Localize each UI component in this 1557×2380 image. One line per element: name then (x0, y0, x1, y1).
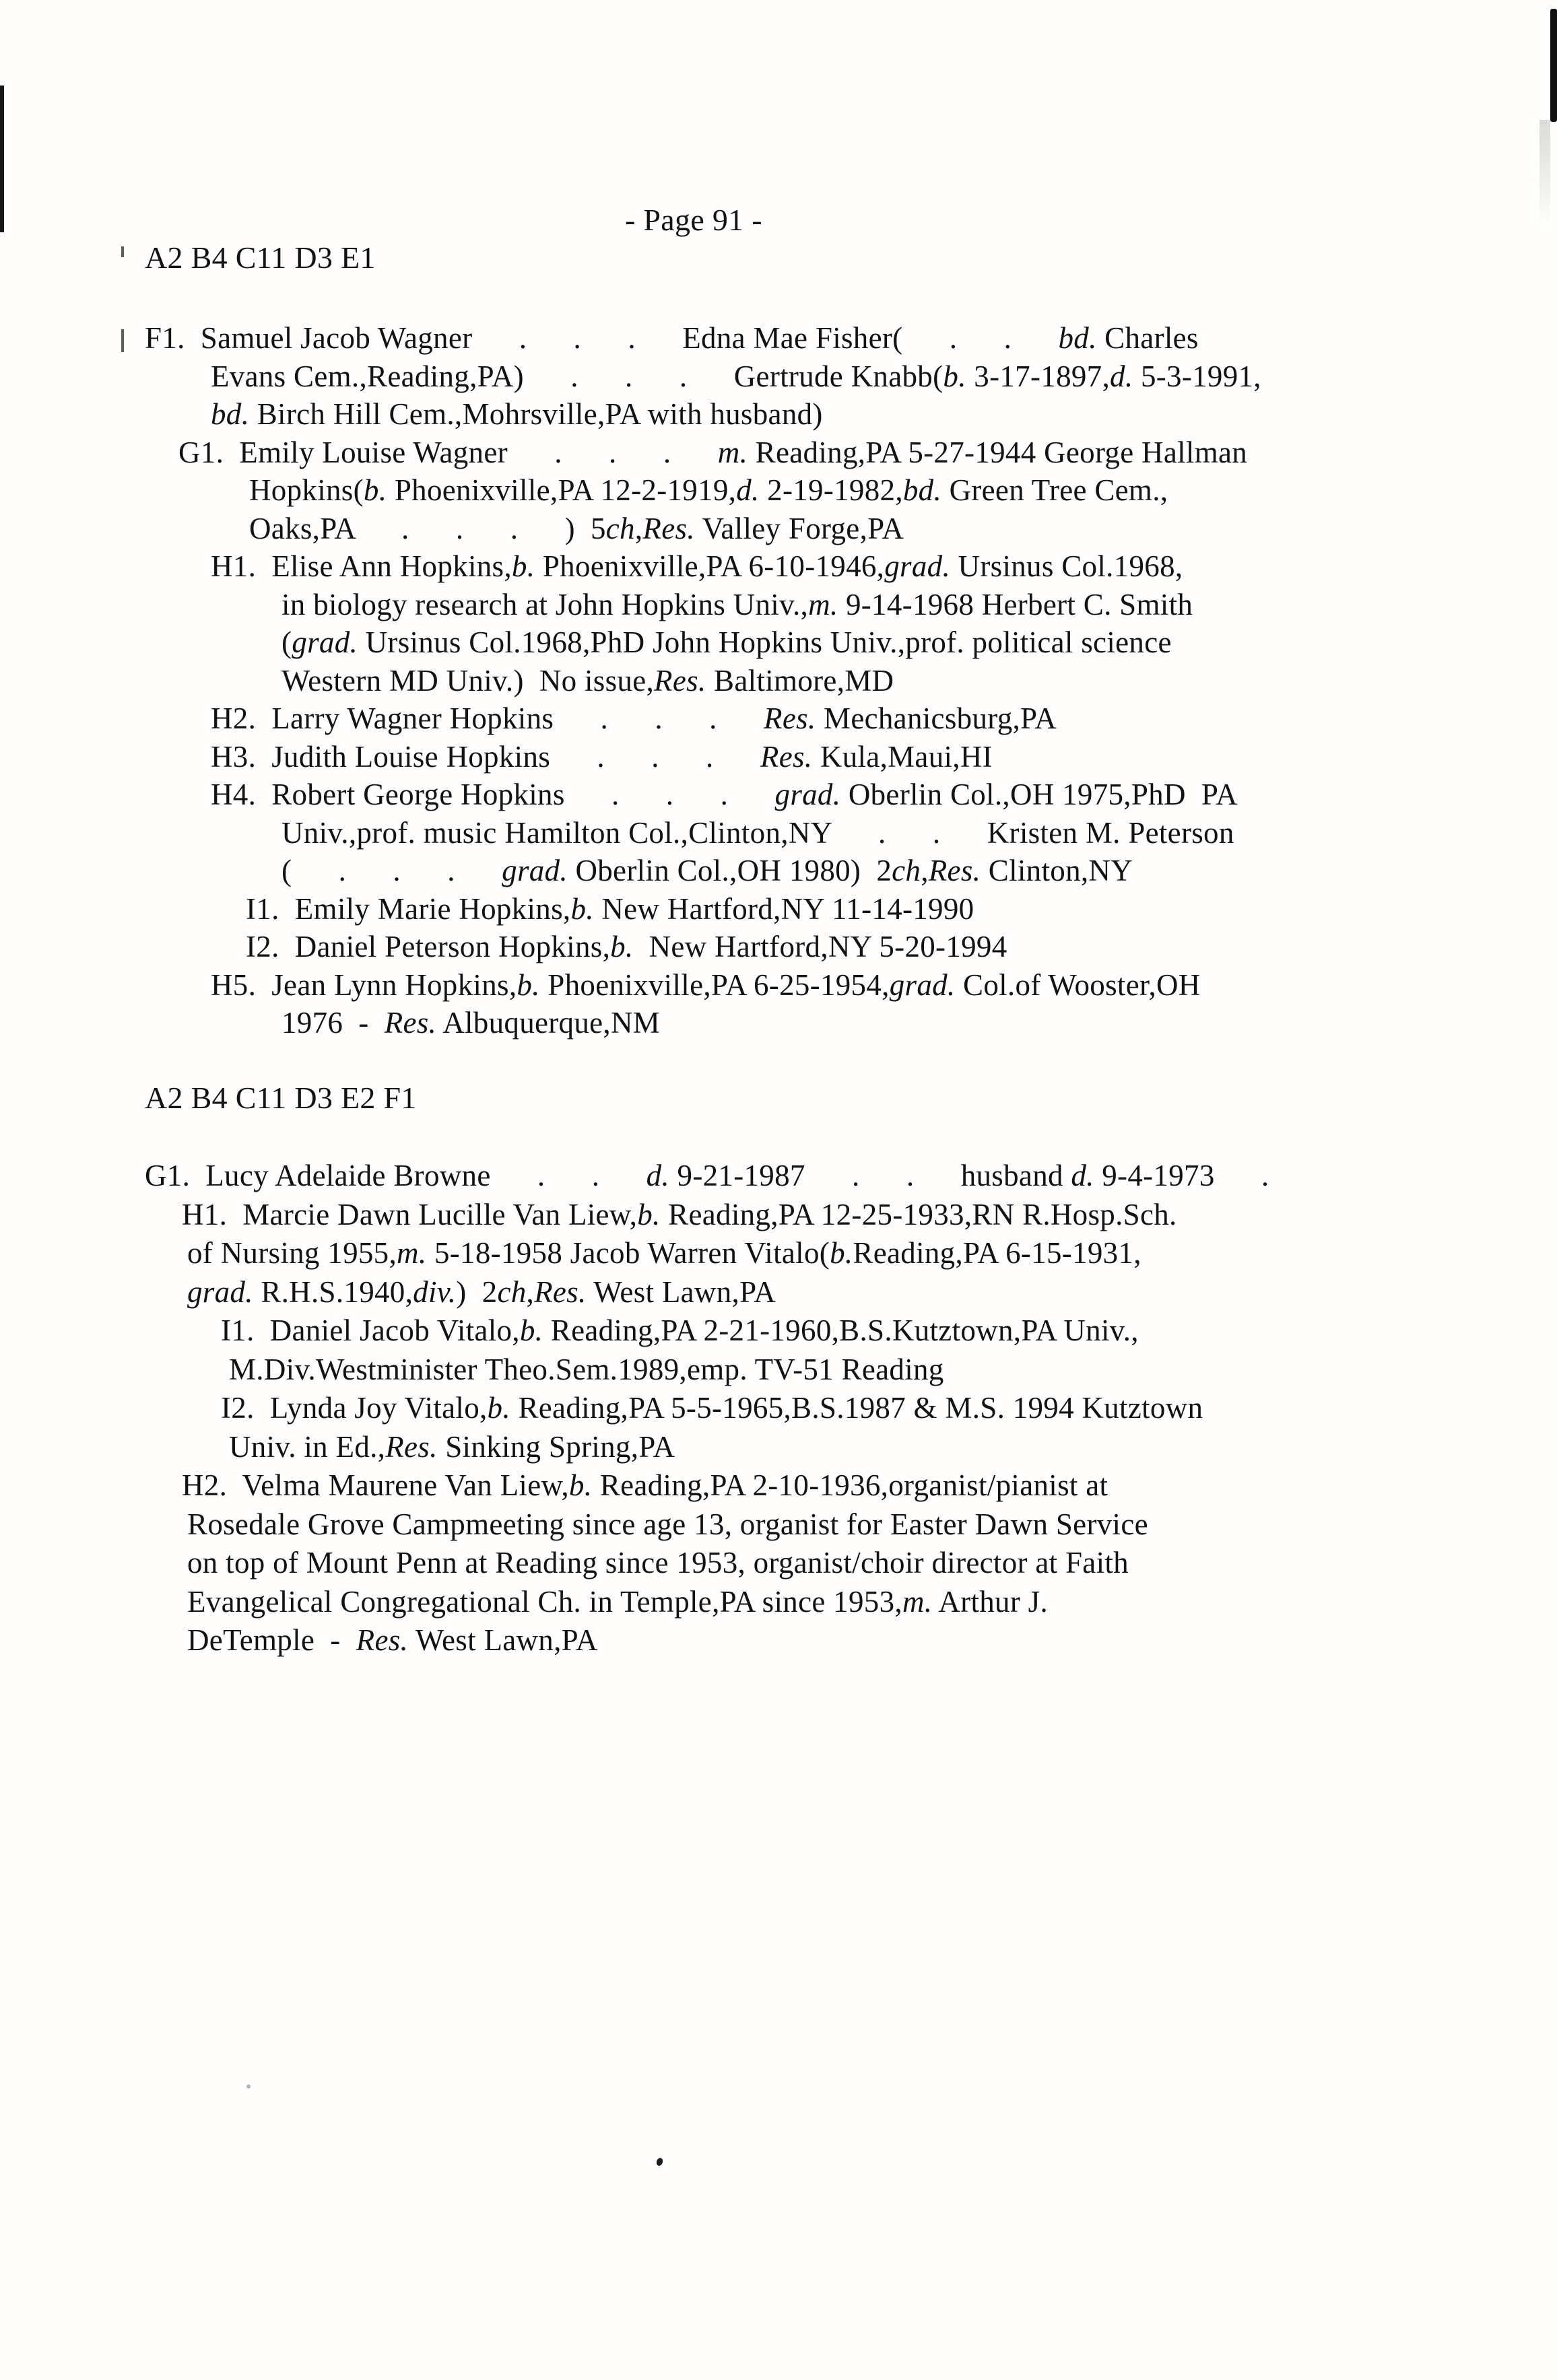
record-line: I2. Lynda Joy Vitalo,b. Reading,PA 5-5-1965,B.S.1987 & M.S. 1994 Kutztown (221, 1391, 1203, 1425)
record-line: Hopkins(b. Phoenixville,PA 12-2-1919,d. 2-19-1982,bd. Green Tree Cem., (249, 473, 1168, 507)
scan-artifact-speck (655, 2157, 663, 2167)
record-line: H4. Robert George Hopkins . . . grad. Oberlin Col.,OH 1975,PhD PA (211, 778, 1238, 811)
record-line: Western MD Univ.) No issue,Res. Baltimore,MD (281, 663, 894, 698)
record-line: G1. Lucy Adelaide Browne . . d. 9-21-1987 . . husband d. 9-4-1973 . (145, 1159, 1269, 1192)
record-line: F1. Samuel Jacob Wagner . . . Edna Mae Fisher( . . bd. Charles (145, 321, 1199, 355)
record-line: I1. Emily Marie Hopkins,b. New Hartford,NY 11-14-1990 (246, 891, 974, 926)
record-line: H1. Marcie Dawn Lucille Van Liew,b. Reading,PA 12-25-1933,RN R.Hosp.Sch. (182, 1197, 1177, 1231)
lineage-code-1: A2 B4 C11 D3 E1 (145, 240, 376, 275)
record-line: M.Div.Westminister Theo.Sem.1989,emp. TV-51 Reading (229, 1352, 944, 1386)
scan-artifact-speck (246, 2084, 251, 2088)
record-line: (grad. Ursinus Col.1968,PhD John Hopkins Univ.,prof. political science (281, 625, 1172, 659)
record-line: I1. Daniel Jacob Vitalo,b. Reading,PA 2-21-1960,B.S.Kutztown,PA Univ., (221, 1314, 1139, 1347)
page-number-header: - Page 91 - (625, 203, 762, 237)
record-line: H1. Elise Ann Hopkins,b. Phoenixville,PA 6-10-1946,grad. Ursinus Col.1968, (211, 549, 1183, 583)
record-line: I2. Daniel Peterson Hopkins,b. New Hartford,NY 5-20-1994 (246, 930, 1007, 963)
record-line: H3. Judith Louise Hopkins . . . Res. Kula,Maui,HI (211, 739, 993, 774)
record-line: grad. R.H.S.1940,div.) 2ch,Res. West Lawn,PA (187, 1274, 776, 1309)
record-line: Univ. in Ed.,Res. Sinking Spring,PA (229, 1429, 675, 1464)
record-line: 1976 - Res. Albuquerque,NM (281, 1006, 661, 1040)
lineage-code-2: A2 B4 C11 D3 E2 F1 (145, 1081, 417, 1115)
record-line: H2. Velma Maurene Van Liew,b. Reading,PA 2-10-1936,organist/pianist at (182, 1468, 1108, 1502)
record-line: DeTemple - Res. West Lawn,PA (187, 1623, 598, 1657)
record-line: Evans Cem.,Reading,PA) . . . Gertrude Knabb(b. 3-17-1897,d. 5-3-1991, (211, 359, 1261, 393)
record-line: in biology research at John Hopkins Univ.,m. 9-14-1968 Herbert C. Smith (281, 587, 1193, 621)
record-line: ( . . . grad. Oberlin Col.,OH 1980) 2ch,Res. Clinton,NY (281, 854, 1133, 887)
record-line: Evangelical Congregational Ch. in Temple,PA since 1953,m. Arthur J. (187, 1584, 1049, 1619)
scan-artifact-streak (121, 329, 124, 352)
record-line: H2. Larry Wagner Hopkins . . . Res. Mechanicsburg,PA (211, 702, 1057, 735)
scan-artifact-right-strip (1550, 9, 1557, 122)
record-line: G1. Emily Louise Wagner . . . m. Reading,PA 5-27-1944 George Hallman (178, 435, 1248, 469)
record-line: of Nursing 1955,m. 5-18-1958 Jacob Warren Vitalo(b.Reading,PA 6-15-1931, (187, 1236, 1141, 1270)
scan-artifact-streak (121, 246, 124, 257)
lineage-section-2 (145, 1157, 1269, 1660)
record-line: bd. Birch Hill Cem.,Mohrsville,PA with husband) (211, 397, 823, 431)
record-line: Rosedale Grove Campmeeting since age 13, organist for Easter Dawn Service (187, 1507, 1148, 1541)
lineage-section-1 (145, 319, 1261, 1042)
record-line: on top of Mount Penn at Reading since 1953, organist/choir director at Faith (187, 1546, 1129, 1579)
record-line: Oaks,PA . . . ) 5ch,Res. Valley Forge,PA (249, 511, 904, 545)
record-line: H5. Jean Lynn Hopkins,b. Phoenixville,PA 6-25-1954,grad. Col.of Wooster,OH (211, 967, 1201, 1002)
scan-artifact-left-strip (0, 86, 4, 232)
scan-artifact-right-smudge (1539, 120, 1550, 228)
record-line: Univ.,prof. music Hamilton Col.,Clinton,NY . . Kristen M. Peterson (281, 815, 1234, 850)
